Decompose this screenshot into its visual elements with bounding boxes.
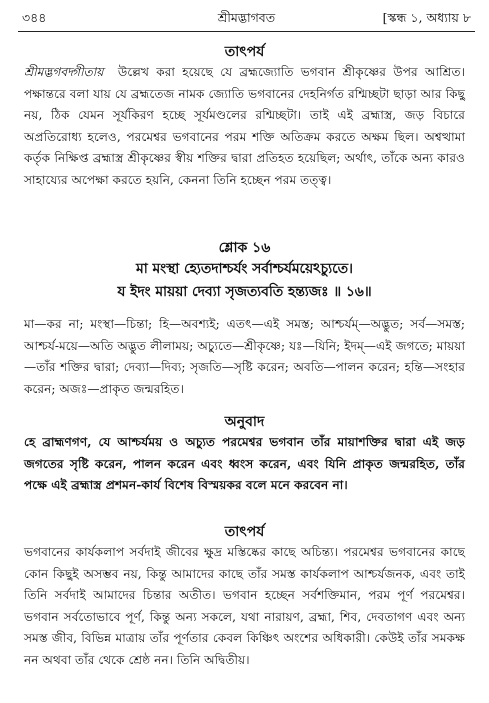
purport-paragraph — [24, 62, 465, 191]
verse-line-2: য ইদং মায়য়া দেব্যা সৃজত্যবতি হন্ত্যজঃ ॥ ১৬॥ — [117, 284, 372, 300]
section-reference: [স্কন্ধ ১, অধ্যায় ৮ — [382, 10, 471, 25]
verse-heading: শ্লোক ১৬ — [218, 240, 271, 256]
verse-line-1: মা মংস্থা হ্যেতদাশ্চর্যং সর্বাশ্চর্যময়েঽচ্যুতে। — [136, 261, 353, 277]
running-header — [22, 8, 471, 30]
purport-paragraph-2: ভগবানের কার্যকলাপ সর্বদাই জীবের ক্ষুদ্র মস্তিষ্কের কাছে অচিন্ত্য। পরমেশ্বর ভগবানের কাছে কোন কিছুই অসম্ভব নয়, কিন্তু আমাদের কাছে তাঁর সমস্ত কার্যকলাপ আশ্চর্যজনক, এবং তাই তিনি সর্বদাই আমাদের চিন্তার অতীত। ভগবান হচ্ছেন সর্বশক্তিমান, পরম পূর্ণ পরমেশ্বর। ভগবান সর্বতোভাবে পূর্ণ, কিন্তু অন্য সকলে, যথা নারায়ণ, ব্রহ্মা, শিব, দেবতাগণ এবং অন্য সমস্ত জীব, বিভিন্ন মাত্রায় তাঁর পূর্ণতার কেবল কিঞ্চিৎ অংশের অধিকারী। কেউই তাঁর সমকক্ষ নন অথবা তাঁর থেকে শ্রেষ্ঠ নন। তিনি অদ্বিতীয়। — [24, 545, 465, 667]
purport-heading: তাৎপর্য — [224, 44, 265, 60]
book-title: শ্রীমদ্ভাগবত — [217, 10, 276, 25]
translation-heading: অনুবাদ — [224, 414, 265, 430]
page-number: ৩৪৪ — [22, 10, 47, 25]
purport-body: উল্লেখ করা হয়েছে যে ব্রহ্মজ্যোতি ভগবান শ্রীকৃষ্ণের উপর আশ্রিত। পক্ষান্তরে বলা যায় যে ব্রহ্মতেজ নামক জ্যোতি ভগবানের দেহনির্গত রশ্মিচ্ছটা ছাড়া আর কিছু নয়, ঠিক যেমন সূর্যকিরণ হচ্ছে সূর্যমণ্ডলের রশ্মিচ্ছটা। তাই এই ব্রহ্মাস্ত্র, জড় বিচারে অপ্রতিরোধ্য হলেও, পরমেশ্বর ভগবানের পরম শক্তি অতিক্রম করতে অক্ষম ছিল। অশ্বত্থামা কর্তৃক নিক্ষিপ্ত ব্রহ্মাস্ত্র শ্রীকৃষ্ণের স্বীয় শক্তির দ্বারা প্রতিহত হয়েছিল; অর্থাৎ, তাঁকে অন্য কারও সাহায্যের অপেক্ষা করতে হয়নি, কেননা তিনি হচ্ছেন পরম তত্ত্ব। — [24, 65, 466, 187]
translation-paragraph: হে ব্রাহ্মণগণ, যে আশ্চর্যময় ও অচ্যুত পরমেশ্বর ভগবান তাঁর মায়াশক্তির দ্বারা এই জড় জগতের সৃষ্টি করেন, পালন করেন এবং ধ্বংস করেন, এবং যিনি প্রাকৃত জন্মরহিত, তাঁর পক্ষে এই ব্রহ্মাস্ত্র প্রশমন-কার্য বিশেষ বিস্ময়কর বলে মনে করবেন না। — [24, 435, 465, 492]
synonyms-paragraph: মা—কর না; মংস্থা—চিন্তা; হি—অবশ্যই; এতৎ—এই সমস্ত; আশ্চর্যম্—অদ্ভুত; সর্ব—সমস্ত; আশ্চর্য-ময়ে—অতি অদ্ভুত লীলাময়; অচ্যুতে—শ্রীকৃষ্ণে; যঃ—যিনি; ইদম্—এই জগতে; মায়য়া—তাঁর শক্তির দ্বারা; দেব্যা—দিব্য; সৃজতি—সৃষ্টি করেন; অবতি—পালন করেন; হন্তি—সংহার করেন; অজঃ—প্রাকৃত জন্মরহিত। — [24, 317, 465, 396]
header-divider — [18, 31, 475, 32]
purport-italic-title: শ্রীমদ্ভগবদ্গীতায় — [24, 65, 104, 79]
purport-heading-2: তাৎপর্য — [224, 524, 265, 540]
